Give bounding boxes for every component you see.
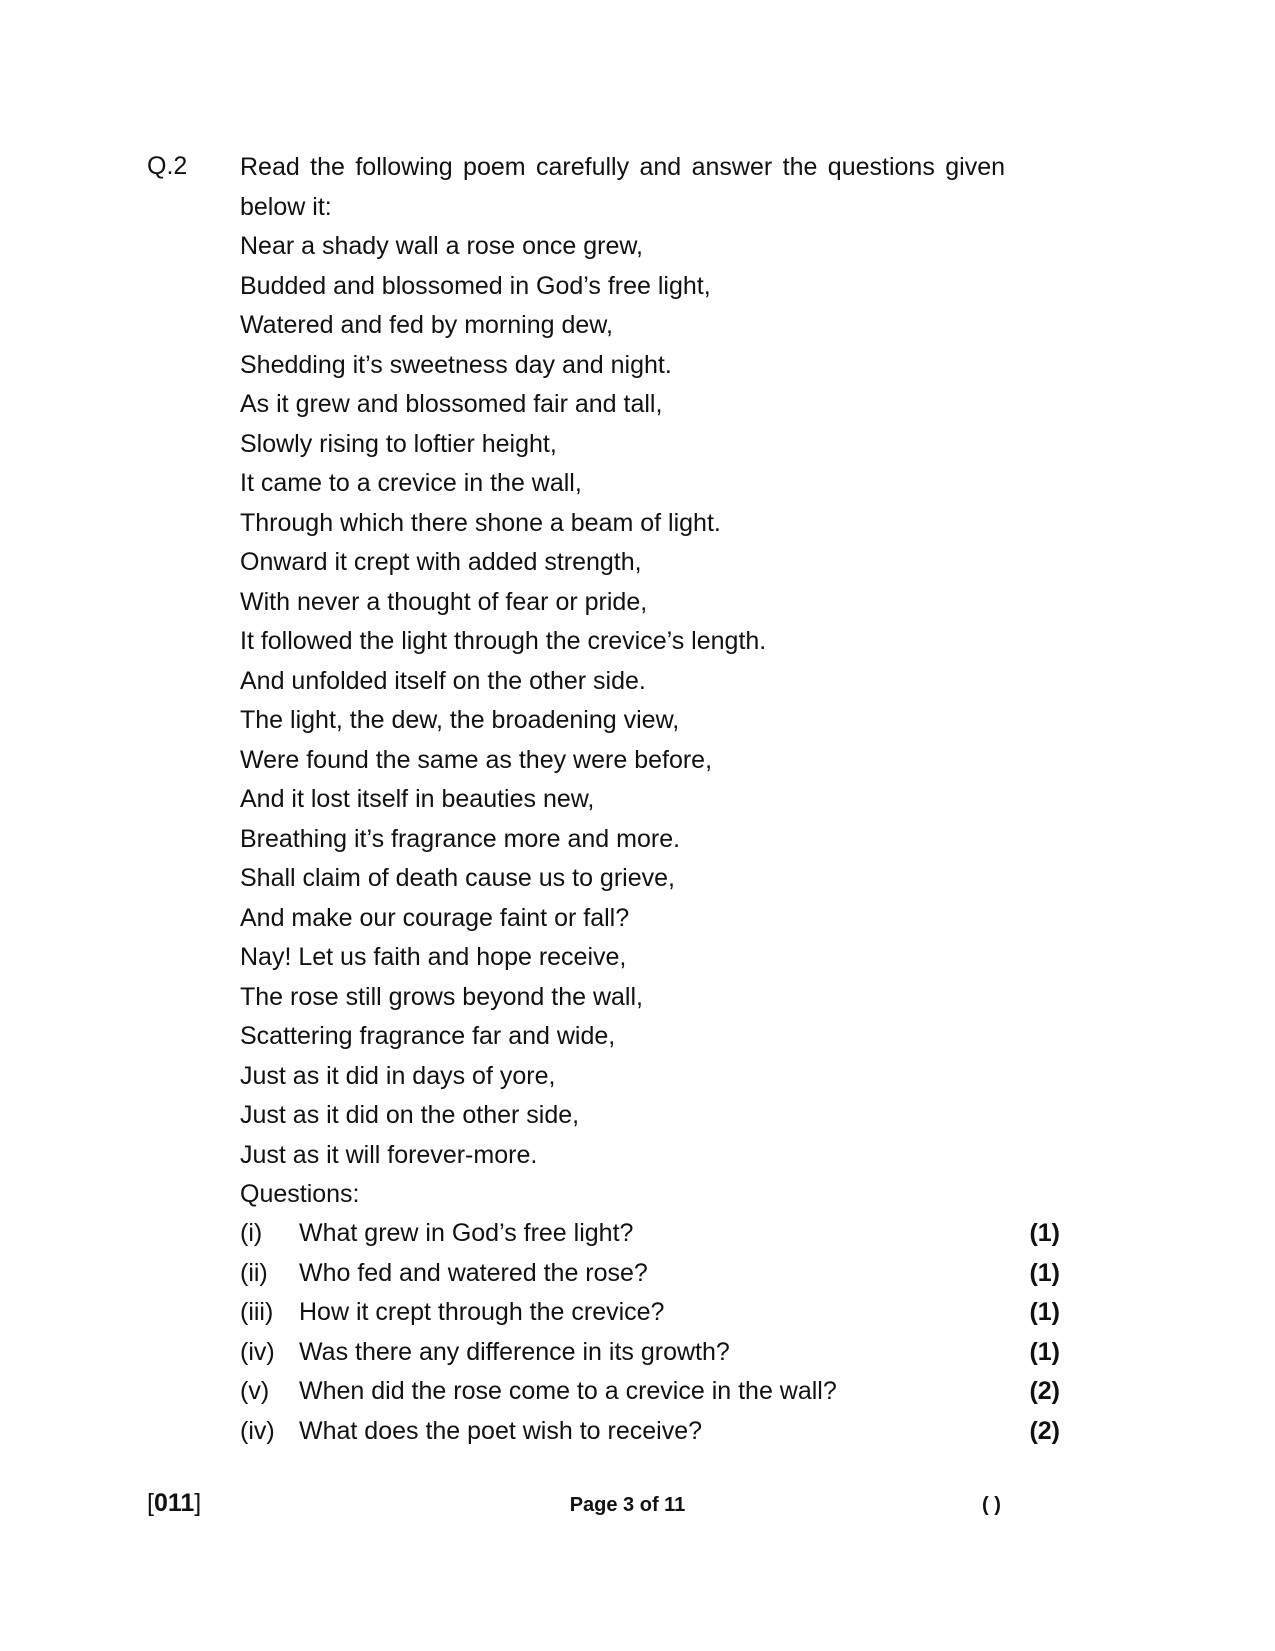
paper-code-open-bracket: [: [147, 1489, 154, 1517]
question-roman: (iv): [240, 1337, 275, 1366]
question-roman: (ii): [240, 1258, 268, 1287]
question-text: How it crept through the crevice?: [299, 1298, 665, 1326]
question-marks: (1): [1029, 1298, 1060, 1326]
question-item: [240, 1293, 1060, 1333]
question-marks: (1): [1029, 1337, 1060, 1366]
question-roman: (v): [240, 1377, 270, 1405]
poem-line: Scattering fragrance far and wide,: [240, 1022, 616, 1050]
poem-line: It followed the light through the crevice’s length.: [240, 627, 767, 655]
question-number: Q.2: [147, 152, 188, 180]
poem-line: Shall claim of death cause us to grieve,: [240, 864, 675, 892]
question-roman: (iii): [240, 1298, 274, 1326]
poem: [240, 227, 1005, 1175]
question-roman: (iv): [240, 1416, 275, 1445]
question-marks: (2): [1029, 1416, 1060, 1445]
poem-line: And make our courage faint or fall?: [240, 903, 630, 932]
footer-parentheses: ( ): [982, 1494, 1001, 1516]
question-text: When did the rose come to a crevice in the wall?: [299, 1377, 837, 1405]
poem-line: Were found the same as they were before,: [240, 745, 713, 774]
question-item: [240, 1333, 1060, 1373]
poem-line: Just as it did on the other side,: [240, 1101, 580, 1129]
poem-line: And unfolded itself on the other side.: [240, 666, 646, 695]
question-text: What does the poet wish to receive?: [299, 1416, 703, 1445]
poem-line: The rose still grows beyond the wall,: [240, 982, 643, 1011]
paper-code-number: 011: [153, 1489, 195, 1517]
page-number: Page 3 of 11: [569, 1494, 686, 1516]
question-roman: (i): [240, 1219, 263, 1247]
poem-line: The light, the dew, the broadening view,: [240, 706, 680, 734]
poem-line: Just as it did in days of yore,: [240, 1061, 556, 1090]
poem-line: Just as it will forever-more.: [240, 1140, 538, 1169]
poem-line: Through which there shone a beam of light.: [240, 508, 721, 537]
poem-line: Watered and fed by morning dew,: [240, 311, 613, 339]
poem-line: Shedding it’s sweetness day and night.: [240, 350, 672, 379]
poem-line: Slowly rising to loftier height,: [240, 429, 557, 458]
poem-line: It came to a crevice in the wall,: [240, 469, 582, 497]
poem-line: Onward it crept with added strength,: [240, 548, 642, 576]
poem-line: Breathing it’s fragrance more and more.: [240, 824, 681, 853]
question-text: Who fed and watered the rose?: [299, 1258, 648, 1287]
poem-line: As it grew and blossomed fair and tall,: [240, 390, 663, 418]
poem-line: Nay! Let us faith and hope receive,: [240, 943, 627, 971]
question-text: What grew in God’s free light?: [299, 1219, 634, 1247]
question-item: [240, 1214, 1060, 1254]
question-item: [240, 1412, 1060, 1452]
question-marks: (1): [1029, 1219, 1060, 1247]
poem-line: With never a thought of fear or pride,: [240, 587, 648, 616]
question-item: [240, 1372, 1060, 1412]
question-item: [240, 1254, 1060, 1294]
question-body: [240, 148, 1005, 1215]
paper-code-close-bracket: ]: [194, 1489, 202, 1517]
question-list: [240, 1214, 1060, 1451]
question-text: Was there any difference in its growth?: [299, 1337, 730, 1366]
question-marks: (1): [1029, 1258, 1060, 1287]
questions-label: Questions:: [240, 1180, 360, 1208]
question-instruction: Read the following poem carefully and answer the questions given below it:: [240, 153, 1005, 221]
poem-line: Near a shady wall a rose once grew,: [240, 232, 643, 260]
poem-line: And it lost itself in beauties new,: [240, 785, 595, 813]
question-marks: (2): [1029, 1377, 1060, 1405]
poem-line: Budded and blossomed in God’s free light,: [240, 271, 711, 300]
